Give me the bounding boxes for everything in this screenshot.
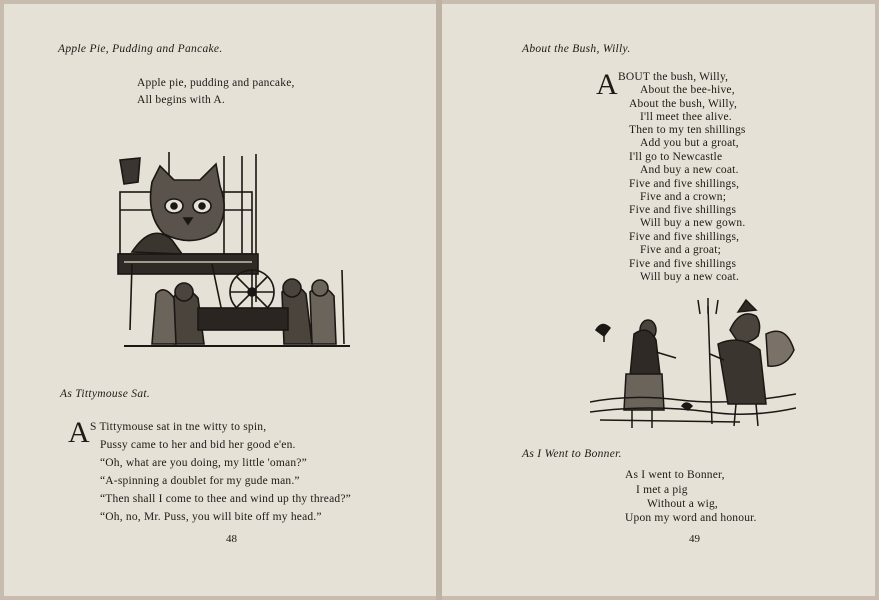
poem-line: BOUT the bush, Willy, xyxy=(618,71,729,83)
poem-line: Will buy a new gown. xyxy=(640,217,746,229)
poem-line: About the bush, Willy, xyxy=(629,98,738,110)
poem-line: Five and five shillings xyxy=(629,258,737,270)
poem-line: “Oh, no, Mr. Puss, you will bite off my head.” xyxy=(100,511,322,523)
poem-line: Add you but a groat, xyxy=(640,137,739,149)
left-page xyxy=(4,4,436,596)
poem-title-bonner: As I Went to Bonner. xyxy=(522,448,622,460)
poem-line: Five and a groat; xyxy=(640,244,722,256)
poem-line: As I went to Bonner, xyxy=(625,469,725,481)
poem-line: “Then shall I come to thee and wind up thy thread?” xyxy=(100,493,351,505)
page-number: 49 xyxy=(689,533,700,545)
poem-line: “A-spinning a doublet for my gude man.” xyxy=(100,475,300,487)
poem-line: I'll meet thee alive. xyxy=(640,111,732,123)
poem-line: Five and five shillings xyxy=(629,204,737,216)
poem-line: Will buy a new coat. xyxy=(640,271,740,283)
page-number: 48 xyxy=(226,533,237,545)
poem-title-apple-pie: Apple Pie, Pudding and Pancake. xyxy=(58,43,223,55)
poem-line: I'll go to Newcastle xyxy=(629,151,723,163)
drop-cap: A xyxy=(596,68,618,101)
poem-title-about-the-bush: About the Bush, Willy. xyxy=(522,43,631,55)
poem-line: All begins with A. xyxy=(137,94,225,106)
woman-and-pig-illustration xyxy=(590,294,796,434)
poem-line: Apple pie, pudding and pancake, xyxy=(137,77,295,89)
poem-line: Upon my word and honour. xyxy=(625,512,757,524)
poem-line: And buy a new coat. xyxy=(640,164,739,176)
poem-title-tittymouse: As Tittymouse Sat. xyxy=(60,388,151,400)
right-page xyxy=(442,4,875,596)
poem-line: About the bee-hive, xyxy=(640,84,735,96)
poem-line: Pussy came to her and bid her good e'en. xyxy=(100,439,296,451)
poem-line: Five and five shillings, xyxy=(629,178,740,190)
poem-line: Five and a crown; xyxy=(640,191,727,203)
drop-cap: A xyxy=(68,416,90,449)
poem-line: Without a wig, xyxy=(647,498,719,510)
poem-line: Five and five shillings, xyxy=(629,231,740,243)
poem-line: S Tittymouse sat in tne witty to spin, xyxy=(90,421,267,433)
poem-line: “Oh, what are you doing, my little 'oman?” xyxy=(100,457,307,469)
poem-line: I met a pig xyxy=(636,484,688,496)
cat-and-mice-spinning-illustration xyxy=(112,152,352,352)
poem-line: Then to my ten shillings xyxy=(629,124,746,136)
